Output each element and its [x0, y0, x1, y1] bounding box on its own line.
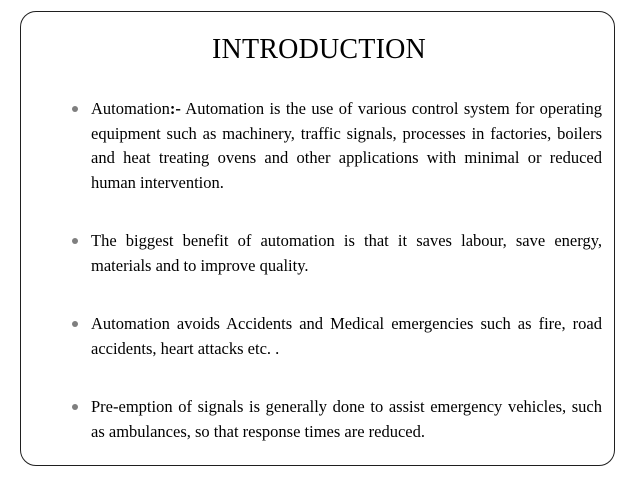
bullet-item-benefit [67, 229, 602, 278]
slide-title: INTRODUCTION [212, 34, 426, 65]
bullet-dot-icon [72, 238, 78, 244]
bullet-item-automation-definition [67, 97, 602, 195]
bullet-dot-icon [72, 321, 78, 327]
bullet-text: The biggest benefit of automation is that it saves labour, save energy, materials and to improve quality. [91, 231, 602, 275]
bullet-dot-icon [72, 106, 78, 112]
bullet-dot-icon [72, 404, 78, 410]
bullet-text: Automation avoids Accidents and Medical emergencies such as fire, road accidents, heart attacks etc. . [91, 314, 602, 358]
bullet-item-preemption [67, 395, 602, 444]
bullet-item-accidents [67, 312, 602, 361]
bullet-text: Automation is the use of various control system for operating equipment such as machinery, traffic signals, processes in factories, boilers and heat treating ovens and other applications with minimal or reduced human intervention. [91, 99, 602, 192]
bullet-term-separator: :- [169, 99, 181, 118]
bullet-term: Automation [91, 99, 170, 118]
bullet-list [67, 97, 602, 444]
bullet-text: Pre-emption of signals is generally done to assist emergency vehicles, such as ambulances, so that response times are reduced. [91, 397, 602, 441]
